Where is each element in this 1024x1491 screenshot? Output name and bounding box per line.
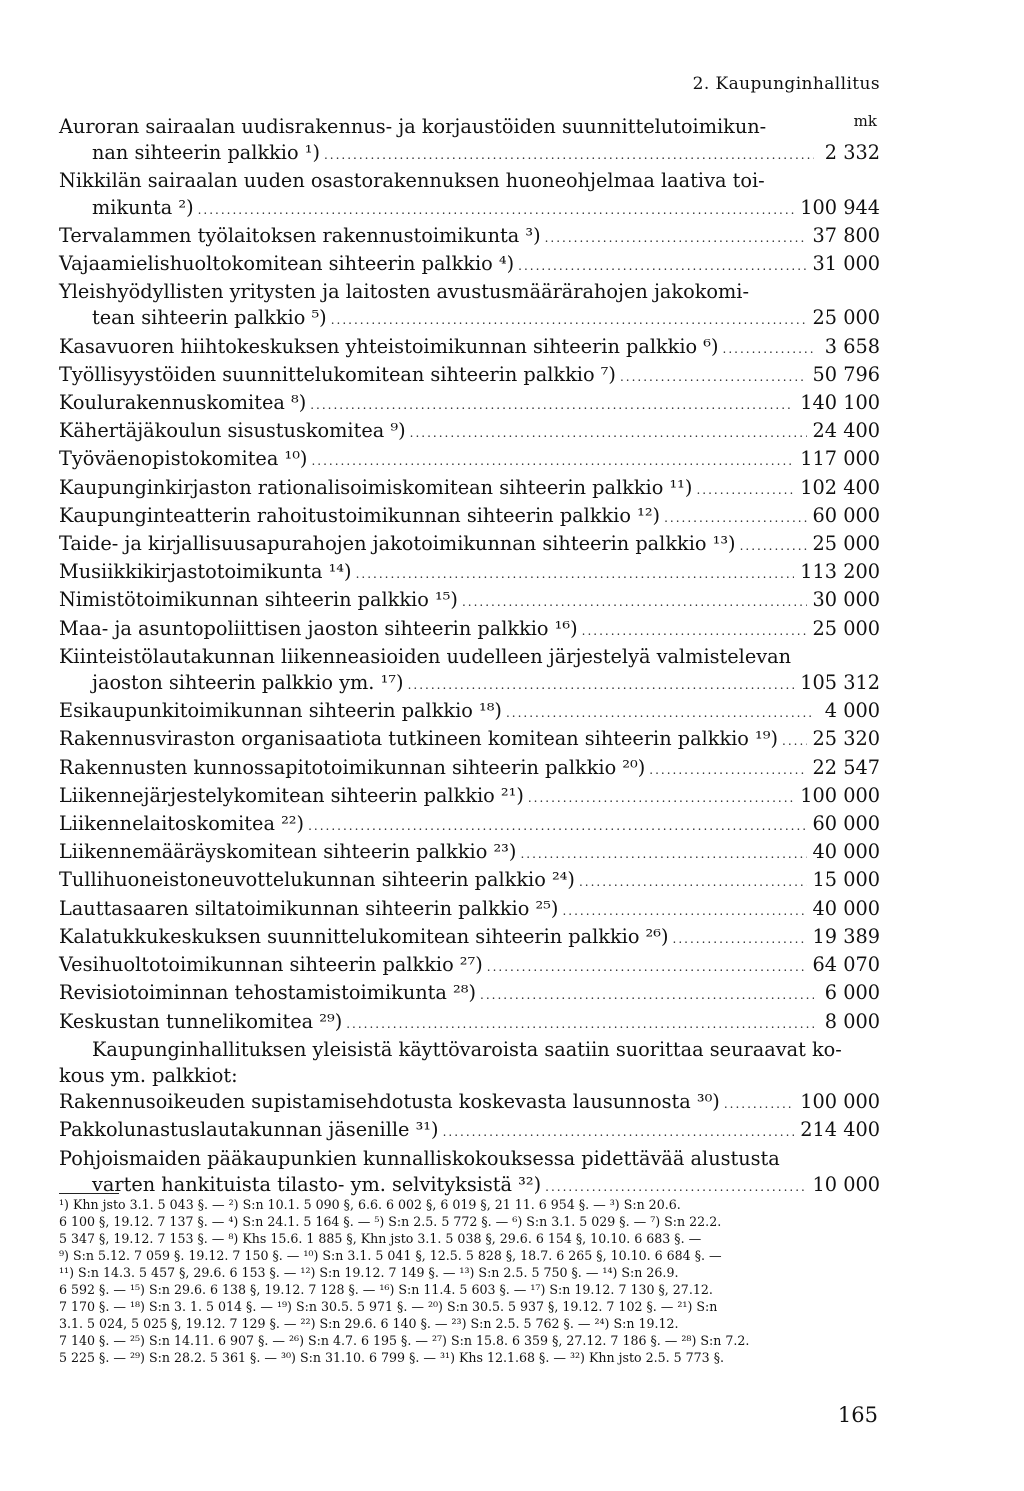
entry-label: Tullihuoneistoneuvottelukunnan sihteerin palkkio ²⁴)	[59, 868, 575, 892]
entry-item	[59, 168, 880, 222]
entry-label: mikunta ²)	[92, 195, 194, 219]
entry-label: Taide- ja kirjallisuusapurahojen jakotoimikunnan sihteerin palkkio ¹³)	[59, 532, 736, 556]
entry-label: Liikennejärjestelykomitean sihteerin palkkio ²¹)	[59, 783, 524, 807]
leader-dots	[664, 505, 806, 531]
entry-row	[59, 362, 880, 390]
footnote-line: 5 347 §, 19.12. 7 153 §. — ⁸) Khs 15.6. 1 885 §, Khn jsto 3.1. 5 038 §, 29.6. 6 154 §, 10.10. 6 683 §. —	[59, 1231, 702, 1246]
entry-amount: 113 200	[800, 560, 880, 584]
entry-amount: 105 312	[800, 671, 880, 695]
paragraph-second-line: kous ym. palkkiot:	[59, 1063, 238, 1087]
entry-row	[59, 446, 880, 474]
entries-list	[59, 114, 880, 1200]
entry-row	[59, 980, 880, 1008]
entry-label: Liikennemääräyskomitean sihteerin palkkio ²³)	[59, 840, 517, 864]
entry-label: Kähertäjäkoulun sisustuskomitea ⁹)	[59, 419, 406, 443]
leader-dots	[506, 700, 814, 726]
footnote-line: 5 225 §. — ²⁹) S:n 28.2. 5 361 §. — ³⁰) S:n 31.10. 6 799 §. — ³¹) Khs 12.1.68 §. — ³²) Khn jsto 2.5. 5 773 §.	[59, 1350, 724, 1365]
entry-row	[59, 755, 880, 783]
footnote-rule	[59, 1193, 119, 1194]
committee-fees-list	[59, 114, 880, 1037]
entry-amount: 25 000	[812, 306, 880, 330]
entry-row	[59, 334, 880, 362]
entry-label: varten hankituista tilasto- ym. selvityksistä ³²)	[92, 1172, 542, 1196]
entry-label: Tervalammen työlaitoksen rakennustoimikunta ³)	[59, 223, 541, 247]
entry-item	[59, 811, 880, 839]
leader-dots	[582, 618, 807, 644]
entry-item	[59, 446, 880, 474]
entry-amount: 15 000	[812, 868, 880, 892]
leader-dots	[673, 926, 807, 952]
leader-dots	[310, 392, 794, 418]
entry-row	[59, 418, 880, 446]
leader-dots	[410, 420, 807, 446]
entry-amount: 24 400	[812, 419, 880, 443]
entry-item	[59, 755, 880, 783]
footnote-line: 7 170 §. — ¹⁸) S:n 3. 1. 5 014 §. — ¹⁹) S:n 30.5. 5 971 §. — ²⁰) S:n 30.5. 5 937 §, 19.12. 7 102 §. — ²¹) S:n	[59, 1299, 718, 1314]
entry-amount: 25 320	[812, 727, 880, 751]
entry-amount: 100 944	[800, 195, 880, 219]
entry-row	[59, 839, 880, 867]
entry-amount: 10 000	[812, 1172, 880, 1196]
entry-row	[59, 1009, 880, 1037]
footnote-line: 7 140 §. — ²⁵) S:n 14.11. 6 907 §. — ²⁶) S:n 4.7. 6 195 §. — ²⁷) S:n 15.8. 6 359 §, 27.12. 7 186 §. — ²⁸) S:n 7.2.	[59, 1333, 750, 1348]
entry-row	[59, 1117, 880, 1145]
entry-item	[59, 114, 880, 168]
entry-row	[59, 223, 880, 251]
entry-item	[59, 559, 880, 587]
entry-label: Revisiotoiminnan tehostamistoimikunta ²⁸)	[59, 981, 477, 1005]
entry-row	[59, 1089, 880, 1117]
entry-row	[59, 952, 880, 980]
leader-dots	[740, 533, 807, 559]
entry-label: Esikaupunkitoimikunnan sihteerin palkkio ¹⁸)	[59, 699, 502, 723]
leader-dots	[198, 197, 795, 223]
leader-dots	[520, 841, 806, 867]
entry-item	[59, 924, 880, 952]
entry-row	[59, 531, 880, 559]
entry-amount: 40 000	[812, 896, 880, 920]
leader-dots	[579, 869, 807, 895]
entry-item	[59, 783, 880, 811]
leader-dots	[562, 898, 806, 924]
entry-amount: 25 000	[812, 616, 880, 640]
entry-item	[59, 223, 880, 251]
entry-label: Työväenopistokomitea ¹⁰)	[59, 447, 308, 471]
entry-amount: 6 000	[824, 981, 880, 1005]
entry-item	[59, 587, 880, 615]
entry-amount: 102 400	[800, 475, 880, 499]
entry-label: Keskustan tunnelikomitea ²⁹)	[59, 1009, 343, 1033]
entry-amount: 100 000	[800, 783, 880, 807]
leader-dots	[545, 225, 807, 251]
leader-dots	[356, 561, 795, 587]
entry-amount: 25 000	[812, 532, 880, 556]
entry-item	[59, 279, 880, 333]
entry-row	[59, 811, 880, 839]
leader-dots	[782, 728, 807, 754]
entry-row	[59, 783, 880, 811]
leader-dots	[487, 954, 807, 980]
entry-row	[59, 305, 880, 333]
leader-dots	[724, 1091, 794, 1117]
entry-amount: 140 100	[800, 391, 880, 415]
entry-row	[59, 503, 880, 531]
leader-dots	[308, 813, 806, 839]
entry-label: Kalatukkukeskuksen suunnittelukomitean sihteerin palkkio ²⁶)	[59, 924, 669, 948]
leader-dots	[620, 364, 807, 390]
entry-row	[59, 896, 880, 924]
entry-row	[59, 140, 880, 168]
entry-label: Vesihuoltotoimikunnan sihteerin palkkio ²⁷)	[59, 953, 483, 977]
entry-row	[59, 726, 880, 754]
entry-first-line: Nikkilän sairaalan uuden osastorakennuksen huoneohjelmaa laativa toi-	[59, 169, 765, 193]
entry-label: Rakennusten kunnossapitotoimikunnan sihteerin palkkio ²⁰)	[59, 755, 646, 779]
entry-item	[59, 1089, 880, 1117]
entry-amount: 2 332	[824, 141, 880, 165]
entry-row	[59, 867, 880, 895]
page-number: 165	[837, 1403, 878, 1427]
entry-label: Nimistötoimikunnan sihteerin palkkio ¹⁵)	[59, 588, 458, 612]
entry-amount: 31 000	[812, 252, 880, 276]
entry-item	[59, 1146, 880, 1200]
entry-amount: 214 400	[800, 1118, 880, 1142]
entry-label: Rakennusviraston organisaatiota tutkineen komitean sihteerin palkkio ¹⁹)	[59, 727, 779, 751]
entry-row	[59, 616, 880, 644]
entry-item	[59, 896, 880, 924]
entry-label: Kaupunginteatterin rahoitustoimikunnan sihteerin palkkio ¹²)	[59, 503, 661, 527]
entry-item	[59, 726, 880, 754]
entry-label: Rakennusoikeuden supistamisehdotusta koskevasta lausunnosta ³⁰)	[59, 1090, 720, 1114]
entry-amount: 40 000	[812, 840, 880, 864]
entry-item	[59, 503, 880, 531]
entry-row	[59, 670, 880, 698]
entry-amount: 117 000	[800, 447, 880, 471]
entry-row	[59, 559, 880, 587]
entry-item	[59, 251, 880, 279]
entry-amount: 3 658	[824, 334, 880, 358]
entry-amount: 37 800	[812, 223, 880, 247]
entry-amount: 60 000	[812, 812, 880, 836]
entry-amount: 4 000	[824, 699, 880, 723]
entry-item	[59, 698, 880, 726]
entry-item	[59, 334, 880, 362]
entry-first-line: Pohjoismaiden pääkaupunkien kunnalliskokouksessa pidettävää alustusta	[59, 1146, 780, 1170]
footnote-line: ¹) Khn jsto 3.1. 5 043 §. — ²) S:n 10.1. 5 090 §, 6.6. 6 002 §, 6 019 §, 21 11. 6 954 §. — ³) S:n 20.6.	[59, 1197, 681, 1212]
entry-amount: 50 796	[812, 362, 880, 386]
footnote-line: ¹¹) S:n 14.3. 5 457 §, 29.6. 6 153 §. — ¹²) S:n 19.12. 7 149 §. — ¹³) S:n 2.5. 5 750 §. — ¹⁴) S:n 26.9.	[59, 1265, 679, 1280]
entry-item	[59, 475, 880, 503]
leader-dots	[408, 672, 795, 698]
entry-item	[59, 531, 880, 559]
leader-dots	[346, 1011, 814, 1037]
entry-item	[59, 418, 880, 446]
entry-item	[59, 867, 880, 895]
general-funds-list	[59, 1089, 880, 1200]
leader-dots	[462, 589, 807, 615]
entry-item	[59, 952, 880, 980]
entry-first-line: Auroran sairaalan uudisrakennus- ja korjaustöiden suunnittelutoimikun-	[59, 115, 767, 138]
entry-item	[59, 1117, 880, 1145]
entry-label: Liikennelaitoskomitea ²²)	[59, 812, 305, 836]
entry-label: tean sihteerin palkkio ⁵)	[92, 306, 327, 330]
leader-dots	[696, 477, 794, 503]
footnote-line: 3.1. 5 024, 5 025 §, 19.12. 7 129 §. — ²²) S:n 29.6. 6 140 §. — ²³) S:n 2.5. 5 762 §. — ²⁴) S:n 19.12.	[59, 1316, 679, 1331]
entry-first-line: Kiinteistölautakunnan liikenneasioiden uudelleen järjestelyä valmistelevan	[59, 644, 792, 668]
entry-item	[59, 839, 880, 867]
leader-dots	[331, 307, 807, 333]
entry-item	[59, 616, 880, 644]
leader-dots	[528, 785, 794, 811]
entry-row	[59, 390, 880, 418]
entry-item	[59, 1009, 880, 1037]
entry-amount: 64 070	[812, 953, 880, 977]
entry-row	[59, 475, 880, 503]
entry-row	[59, 251, 880, 279]
footnotes	[59, 1196, 881, 1366]
entry-amount: 30 000	[812, 588, 880, 612]
paragraph-first-line: Kaupunginhallituksen yleisistä käyttövaroista saatiin suorittaa seuraavat ko-	[92, 1037, 842, 1061]
footnote-line: 6 592 §. — ¹⁵) S:n 29.6. 6 138 §, 19.12. 7 128 §. — ¹⁶) S:n 11.4. 5 603 §. — ¹⁷) S:n 19.12. 7 130 §, 27.12.	[59, 1282, 713, 1297]
entry-row	[59, 195, 880, 223]
entry-amount: 22 547	[812, 755, 880, 779]
footnote-line: ⁹) S:n 5.12. 7 059 §. 19.12. 7 150 §. — ¹⁰) S:n 3.1. 5 041 §, 12.5. 5 828 §, 18.7. 6 265 §, 10.10. 6 684 §. —	[59, 1248, 722, 1263]
entry-label: Työllisyystöiden suunnittelukomitean sihteerin palkkio ⁷)	[59, 362, 616, 386]
entry-label: Maa- ja asuntopoliittisen jaoston sihteerin palkkio ¹⁶)	[59, 616, 578, 640]
entry-label: Kasavuoren hiihtokeskuksen yhteistoimikunnan sihteerin palkkio ⁶)	[59, 334, 719, 358]
leader-dots	[723, 336, 814, 362]
footnote-line: 6 100 §, 19.12. 7 137 §. — ⁴) S:n 24.1. 5 164 §. — ⁵) S:n 2.5. 5 772 §. — ⁶) S:n 3.1. 5 029 §. — ⁷) S:n 22.2.	[59, 1214, 722, 1229]
entry-item	[59, 980, 880, 1008]
entry-amount: 19 389	[812, 924, 880, 948]
entry-label: Pakkolunastuslautakunnan jäsenille ³¹)	[59, 1118, 439, 1142]
entry-label: Koulurakennuskomitea ⁸)	[59, 391, 307, 415]
leader-dots	[443, 1119, 795, 1145]
entry-row	[59, 587, 880, 615]
entry-row	[59, 698, 880, 726]
entry-amount: 8 000	[824, 1009, 880, 1033]
unit-label: mk	[853, 112, 877, 130]
entry-amount: 100 000	[800, 1090, 880, 1114]
leader-dots	[480, 982, 814, 1008]
entry-label: Lauttasaaren siltatoimikunnan sihteerin palkkio ²⁵)	[59, 896, 559, 920]
leader-dots	[324, 142, 814, 168]
entry-label: jaoston sihteerin palkkio ym. ¹⁷)	[92, 671, 404, 695]
leader-dots	[311, 448, 794, 474]
entry-item	[59, 390, 880, 418]
entry-label: nan sihteerin palkkio ¹)	[92, 141, 320, 165]
entry-item	[59, 644, 880, 698]
running-header: 2. Kaupunginhallitus	[692, 74, 880, 94]
leader-dots	[518, 253, 806, 279]
entry-first-line: Yleishyödyllisten yritysten ja laitosten avustusmäärärahojen jakokomi-	[59, 280, 749, 304]
entry-item	[59, 362, 880, 390]
entry-label: Musiikkikirjastotoimikunta ¹⁴)	[59, 560, 352, 584]
entry-label: Vajaamielishuoltokomitean sihteerin palkkio ⁴)	[59, 252, 515, 276]
entry-amount: 60 000	[812, 503, 880, 527]
leader-dots	[649, 757, 806, 783]
entry-row	[59, 924, 880, 952]
entry-label: Kaupunginkirjaston rationalisoimiskomitean sihteerin palkkio ¹¹)	[59, 475, 693, 499]
